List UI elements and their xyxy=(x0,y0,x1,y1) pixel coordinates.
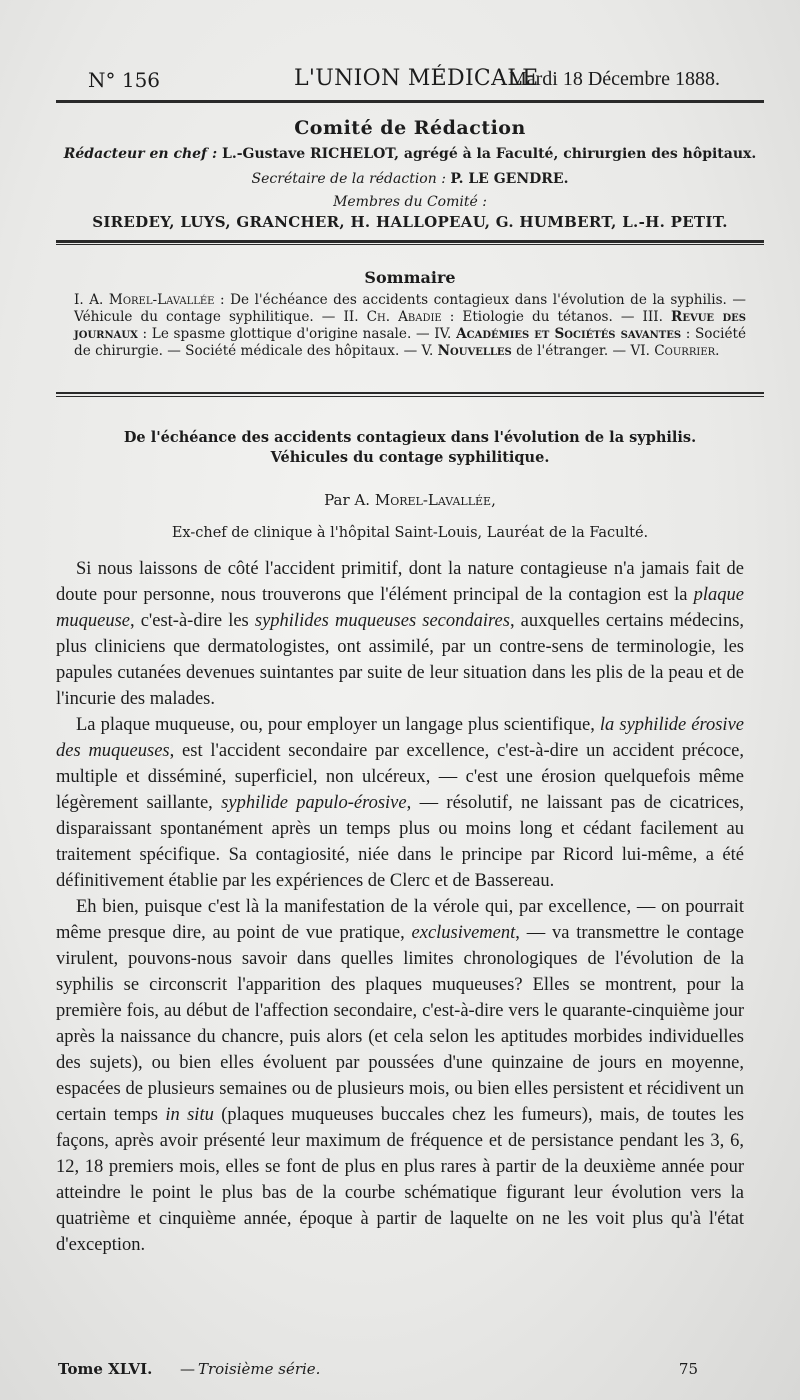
article-title xyxy=(56,428,764,468)
committee-title: Comité de Rédaction xyxy=(294,117,526,139)
paragraph-3-italic-2: in situ xyxy=(165,1105,214,1125)
article-title-line-1: De l'échéance des accidents contagieux dans l'évolution de la syphilis. xyxy=(123,429,697,446)
summary-item-5-text: de l'étranger. — xyxy=(511,343,627,359)
paragraph-1-italic-2: syphilides muqueuses secondaires xyxy=(254,611,510,631)
summary-item-5-label: Nouvelles xyxy=(437,343,512,359)
paragraph-3-text-a: Eh bien, puisque c'est là la manifestation de la vérole qui, par excellence, — on pourrait même presque dire, au point de vue pratique, xyxy=(56,897,744,943)
summary-item-2-text: : Etiologie du tétanos. — xyxy=(441,309,635,325)
paragraph-2-text-a: La plaque muqueuse, ou, pour employer un langage plus scientifique, xyxy=(76,715,600,735)
article-title-line-2: Véhicules du contage syphilitique. xyxy=(270,449,550,466)
summary-item-2-number: II. xyxy=(343,309,359,325)
header-rule xyxy=(56,100,764,103)
paragraph-1-text-a: Si nous laissons de côté l'accident primitif, dont la nature contagieuse n'a jamais fait de doute pour personne, nous trouverons que l'élément principal de la contagion est la xyxy=(56,559,744,605)
journal-title: L'UNION MÉDICALE xyxy=(294,66,539,91)
issue-date: Mardi 18 Décembre 1888. xyxy=(508,68,720,90)
footer-series: Troisième série. xyxy=(198,1360,321,1378)
summary-block xyxy=(74,292,746,360)
summary-item-6-label: Courrier xyxy=(654,343,716,359)
paragraph-2-italic-2: syphilide papulo-érosive xyxy=(221,793,407,813)
paragraph-2 xyxy=(56,712,744,894)
paragraph-2-text-c: , — résolutif, ne laissant pas de cicatrices, disparaissant spontanément après un temps plus ou moins long et cédant facilement au traitement spécifique. Sa contagiosité, niée dans le principe par Ricord lui-même, a été définitivement établie par les expériences de Clerc et de Bassereau. xyxy=(56,793,745,891)
page-footer xyxy=(58,1360,698,1384)
summary-item-6-text: . xyxy=(715,343,720,359)
paragraph-3-italic-1: exclusivement xyxy=(411,923,516,943)
paragraph-1-italic-1: plaque muqueuse xyxy=(56,585,744,631)
summary-item-2-author: Ch. Abadie xyxy=(366,309,442,325)
paragraph-1-text-c: , auxquelles certains médecins, plus cliniciens que dermatologistes, ont assimilé, par un contre-sens de terminologie, les papules cutanées devenues suintantes par suite de leur situation dans les plis de la peau et de l'incurie des malades. xyxy=(56,611,745,709)
summary-item-3-label: Revue des journaux xyxy=(74,309,747,342)
article-byline xyxy=(56,491,764,509)
summary-item-1-author: A. Morel-Lavallée xyxy=(89,292,215,308)
paragraph-3 xyxy=(56,894,744,1258)
chief-editor-role: Rédacteur en chef : xyxy=(63,146,218,162)
paragraph-3-text-b: , — va transmettre le contage virulent, pouvons-nous savoir dans quelles limites chronologiques de l'évolution de la syphilis se circonscrit l'apparition des plaques muqueuses? Elles se montrent, pour la première fois, au début de l'affection secondaire, c'est-à-dire vers le quarante-cinquième jour après la naissance du chancre, puis alors (et cela selon les aptitudes morbides individuelles des sujets), ou bien elles évoluent par poussées d'une quinzaine de jours en moyenne, espacées de plusieurs semaines ou de plusieurs mois, ou bien elles persistent et récidivent un certain temps xyxy=(56,923,744,1125)
section-rule-thin xyxy=(56,244,764,245)
page-number: 75 xyxy=(678,1360,698,1378)
paragraph-2-text-b: , est l'accident secondaire par excellence, c'est-à-dire un accident précoce, multiple et disséminé, superficiel, non ulcéreux, — c'est une érosion quelquefois même légèrement saillante, xyxy=(56,741,745,813)
footer-tome: Tome XLVI. xyxy=(58,1360,153,1378)
committee-members: SIREDEY, LUYS, GRANCHER, H. HALLOPEAU, G. HUMBERT, L.-H. PETIT. xyxy=(92,213,728,231)
summary-item-4-text: : Société de chirurgie. — Société médicale des hôpitaux. — xyxy=(74,326,746,359)
author-affiliation: Ex-chef de clinique à l'hôpital Saint-Louis, Lauréat de la Faculté. xyxy=(171,525,649,541)
summary-item-3-number: III. xyxy=(642,309,663,325)
secretary-role: Secrétaire de la rédaction : xyxy=(251,171,446,187)
secretary-name: P. LE GENDRE. xyxy=(450,171,569,187)
running-header xyxy=(88,66,720,100)
summary-item-6-number: VI. xyxy=(630,343,650,359)
paragraph-3-text-c: (plaques muqueuses buccales chez les fumeurs), mais, de toutes les façons, après avoir présenté leur maximum de fréquence et de persistance pendant les 3, 6, 12, 18 premiers mois, elles se font de plus en plus rares à partir de la deuxième année pour atteindre le point le plus bas de la courbe schématique figurant leur évolution vers la quatrième et cinquième année, époque à partir de laquelte on ne les voit plus qu'à l'état d'exception. xyxy=(56,1105,744,1255)
summary-rule-thin xyxy=(56,396,764,397)
article-body xyxy=(56,556,744,1258)
members-label: Membres du Comité : xyxy=(333,194,487,210)
summary-item-1-number: I. xyxy=(74,292,84,308)
chief-editor-name: L.-Gustave RICHELOT, agrégé à la Faculté, chirurgien des hôpitaux. xyxy=(222,146,757,162)
summary-title: Sommaire xyxy=(364,268,456,287)
byline-by: Par xyxy=(324,491,350,509)
paragraph-2-italic-1: la syphilide érosive des muqueuses xyxy=(56,715,744,761)
paragraph-1 xyxy=(56,556,744,712)
paragraph-1-text-b: , c'est-à-dire les xyxy=(129,611,255,631)
article-author: A. Morel-Lavallée, xyxy=(354,491,496,509)
footer-separator: — xyxy=(180,1360,195,1378)
summary-item-4-label: Académies et Sociétés savantes xyxy=(456,326,682,342)
summary-item-5-number: V. xyxy=(421,343,434,359)
secretary-line xyxy=(56,171,764,187)
summary-item-3-text: : Le spasme glottique d'origine nasale. — xyxy=(137,326,430,342)
chief-editor-line xyxy=(56,146,764,162)
issue-number: N° 156 xyxy=(88,68,161,92)
summary-rule-thick xyxy=(56,392,764,394)
summary-item-4-number: IV. xyxy=(434,326,452,342)
section-rule-thick xyxy=(56,240,764,243)
summary-item-1-text: : De l'échéance des accidents contagieux dans l'évolution de la syphilis. — Véhicule du contage syphilitique. — xyxy=(74,292,746,325)
